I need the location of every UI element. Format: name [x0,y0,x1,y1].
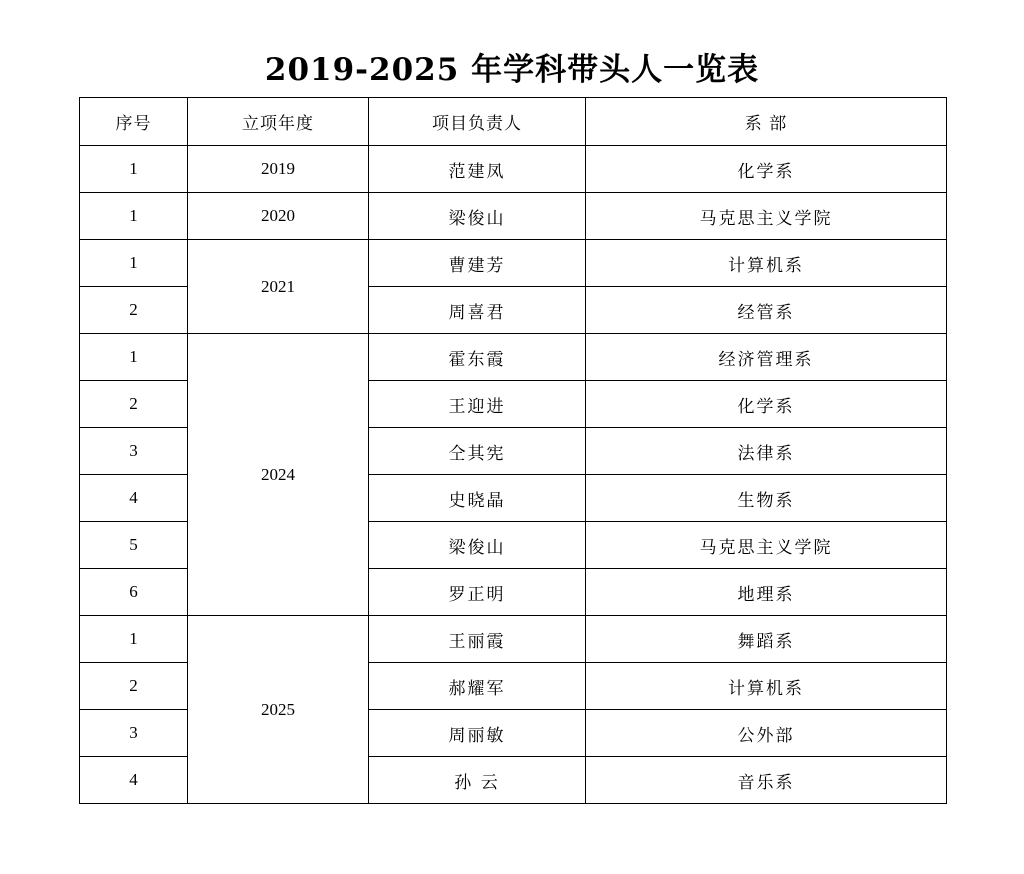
leader-cell: 史晓晶 [369,475,586,522]
year-cell: 2025 [188,616,369,804]
department-cell: 生物系 [586,475,947,522]
leader-cell: 范建凤 [369,146,586,193]
leaders-table [79,97,947,804]
department-cell: 计算机系 [586,240,947,287]
serial-cell: 1 [80,334,188,381]
department-cell: 化学系 [586,381,947,428]
serial-cell: 3 [80,428,188,475]
year-cell: 2020 [188,193,369,240]
department-cell: 马克思主义学院 [586,193,947,240]
table-row [80,334,947,381]
leader-cell: 郝耀军 [369,663,586,710]
page-title: 2019-2025 年学科带头人一览表 [264,52,760,88]
leader-cell: 霍东霞 [369,334,586,381]
table-header [80,98,947,146]
department-cell: 马克思主义学院 [586,522,947,569]
serial-cell: 3 [80,710,188,757]
year-cell: 2019 [188,146,369,193]
leader-cell: 曹建芳 [369,240,586,287]
department-cell: 公外部 [586,710,947,757]
department-cell: 音乐系 [586,757,947,804]
serial-cell: 4 [80,475,188,522]
department-cell: 法律系 [586,428,947,475]
department-cell: 经管系 [586,287,947,334]
serial-cell: 2 [80,287,188,334]
department-cell: 化学系 [586,146,947,193]
leader-cell: 罗正明 [369,569,586,616]
leader-cell: 王迎进 [369,381,586,428]
leader-cell: 仝其宪 [369,428,586,475]
serial-cell: 1 [80,146,188,193]
leader-cell: 梁俊山 [369,193,586,240]
table-row [80,616,947,663]
header-row [80,98,947,146]
table-row [80,240,947,287]
table-row [80,146,947,193]
year-cell: 2024 [188,334,369,616]
table-body [80,146,947,804]
header-leader: 项目负责人 [369,98,586,146]
department-cell: 地理系 [586,569,947,616]
serial-cell: 6 [80,569,188,616]
serial-cell: 2 [80,381,188,428]
year-cell: 2021 [188,240,369,334]
table-row [80,193,947,240]
leader-cell: 周丽敏 [369,710,586,757]
department-cell: 经济管理系 [586,334,947,381]
header-department: 系 部 [586,98,947,146]
department-cell: 舞蹈系 [586,616,947,663]
leader-cell: 梁俊山 [369,522,586,569]
department-cell: 计算机系 [586,663,947,710]
header-serial: 序号 [80,98,188,146]
serial-cell: 5 [80,522,188,569]
serial-cell: 1 [80,240,188,287]
header-year: 立项年度 [188,98,369,146]
serial-cell: 1 [80,193,188,240]
leader-cell: 王丽霞 [369,616,586,663]
serial-cell: 1 [80,616,188,663]
serial-cell: 4 [80,757,188,804]
serial-cell: 2 [80,663,188,710]
leader-cell: 周喜君 [369,287,586,334]
leader-cell: 孙 云 [369,757,586,804]
